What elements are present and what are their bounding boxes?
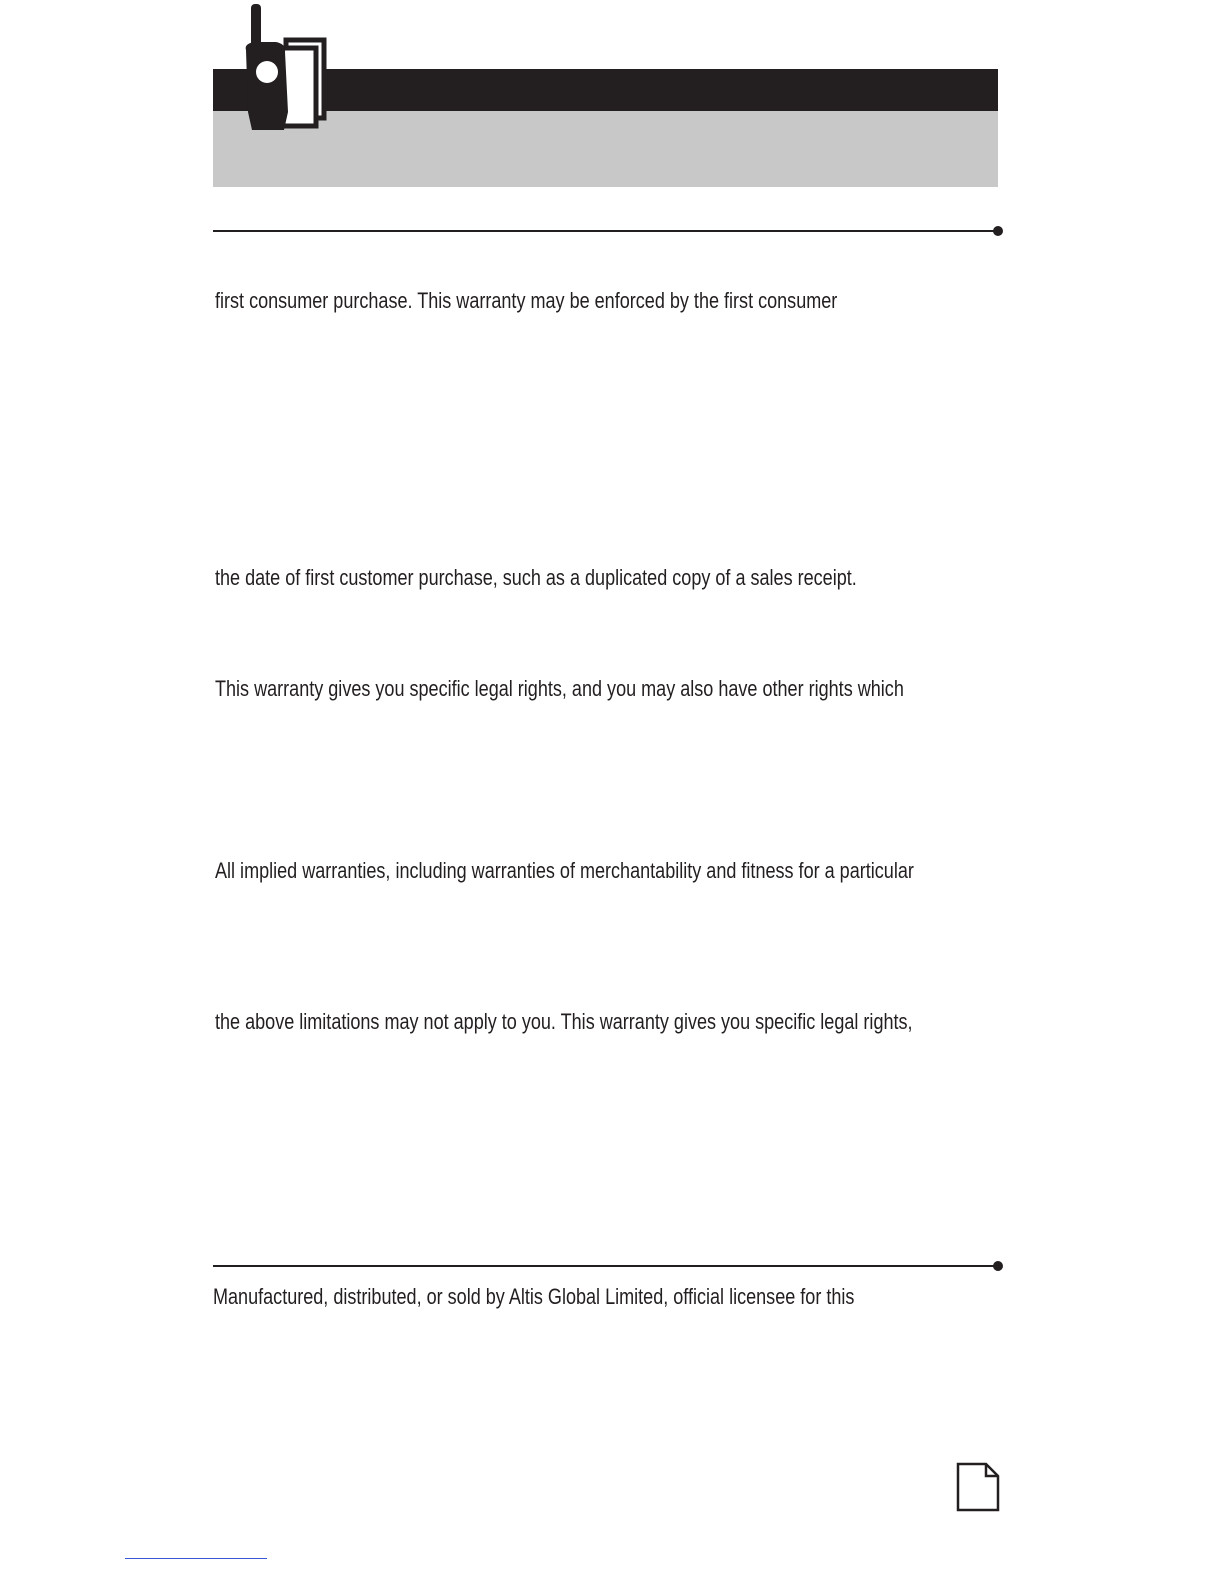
manufacturer-line: Manufactured, distributed, or sold by Altis Global Limited, official licensee for this [213,1284,855,1309]
two-way-radio-icon [236,2,332,132]
body-line-5: the above limitations may not apply to you. This warranty gives you specific legal rights, [215,1009,913,1034]
bottom-link-underline[interactable] [125,1558,267,1559]
page-icon [956,1462,1000,1512]
top-divider [213,230,999,232]
body-line-4: All implied warranties, including warranties of merchantability and fitness for a particular [215,858,914,883]
body-line-3: This warranty gives you specific legal rights, and you may also have other rights which [215,676,904,701]
divider-end-dot [993,1261,1003,1271]
divider-end-dot [993,226,1003,236]
body-line-1: first consumer purchase. This warranty may be enforced by the first consumer [215,288,838,313]
bottom-divider [213,1265,999,1267]
body-line-2: the date of first customer purchase, such as a duplicated copy of a sales receipt. [215,565,857,590]
